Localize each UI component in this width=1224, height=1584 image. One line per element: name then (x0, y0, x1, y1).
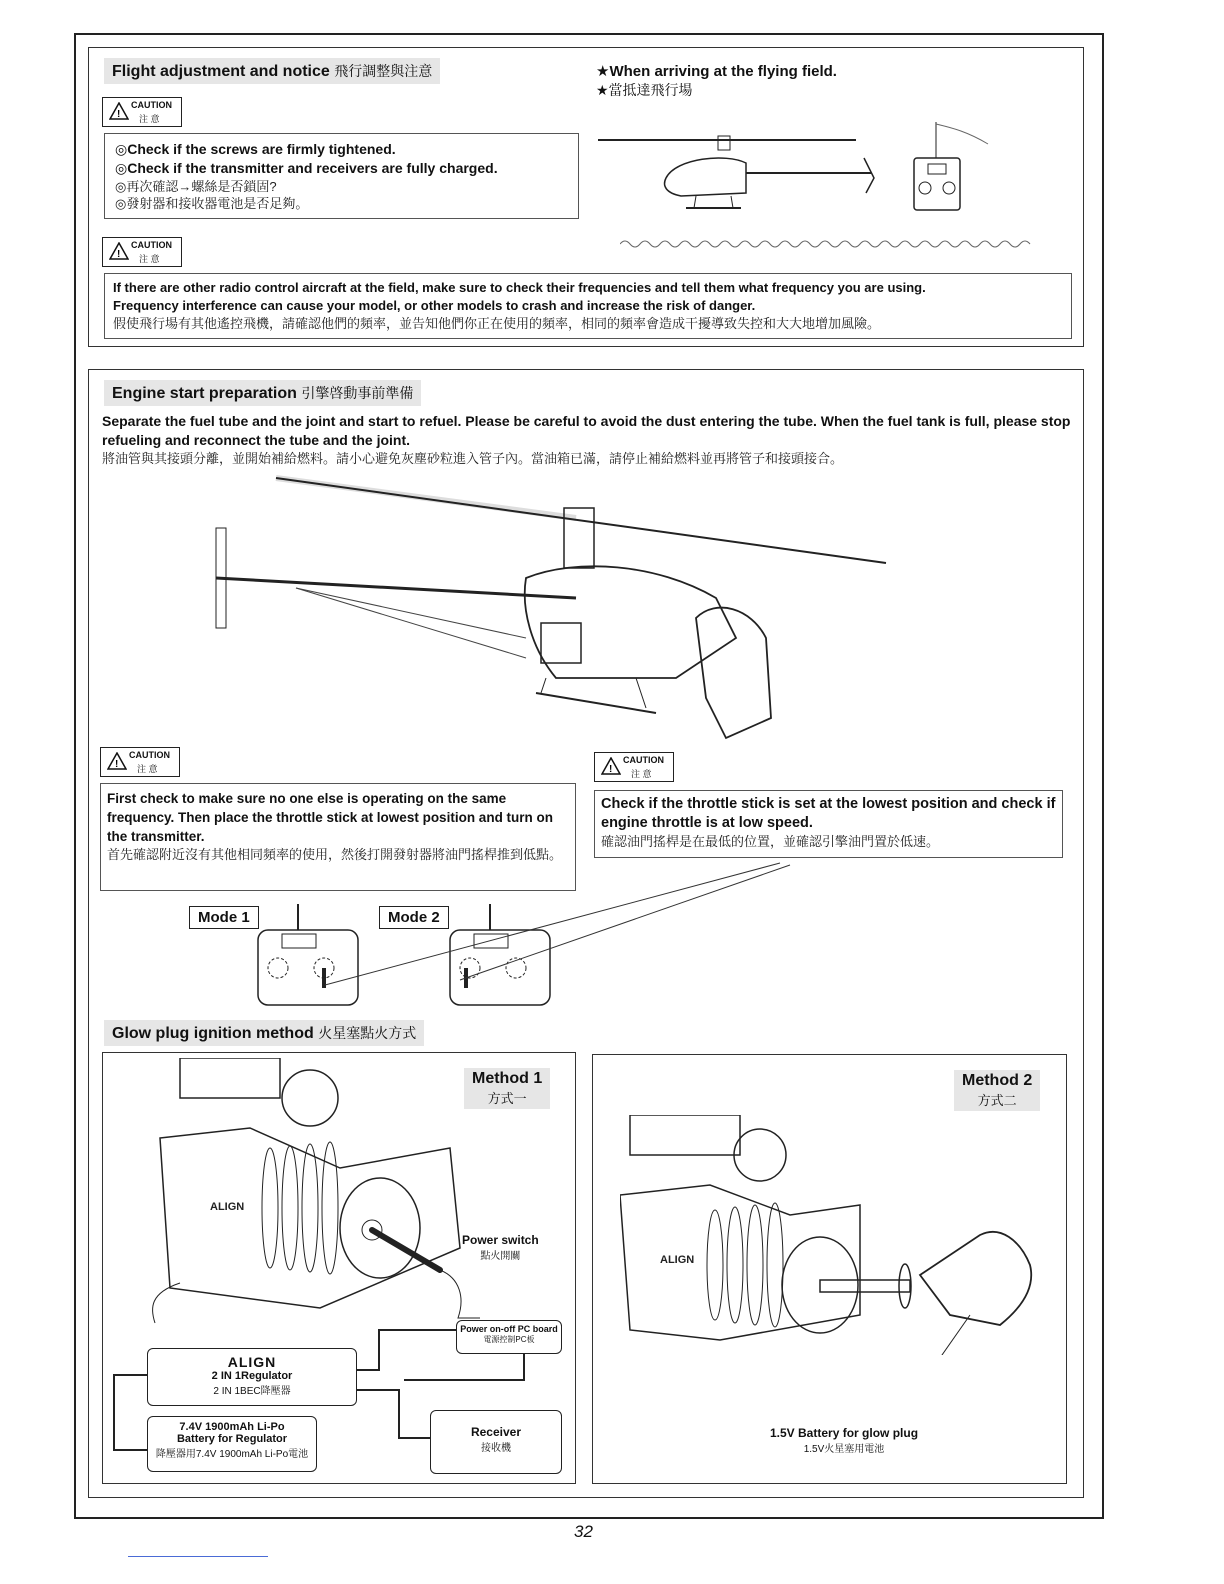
warning-icon (601, 757, 621, 775)
caution-label: CAUTION (129, 750, 170, 760)
method-2-title-zh: 方式二 (977, 1093, 1017, 1108)
svg-text:!: ! (115, 759, 119, 770)
svg-text:!: ! (117, 249, 121, 260)
mode-1-label: Mode 1 (189, 906, 259, 929)
regulator-text-zh: 2 IN 1BEC降壓器 (213, 1386, 291, 1397)
pc-board-text: Power on-off PC board (460, 1324, 558, 1334)
method-2-label (954, 1070, 1040, 1111)
frequency-notice-line1: If there are other radio control aircraft at the field, make sure to check their frequencies and tell them what frequency you are using. (113, 280, 926, 295)
page-number: 32 (574, 1522, 593, 1541)
warning-icon (109, 102, 129, 120)
engine-brand-mark-1: ALIGN (210, 1201, 245, 1213)
battery-line-1: 7.4V 1900mAh Li-Po (179, 1421, 285, 1433)
power-switch-text-zh: 點火開關 (480, 1251, 521, 1262)
heading-text: Glow plug ignition method (112, 1025, 314, 1042)
battery-line-2: Battery for Regulator (176, 1433, 288, 1445)
engine-method-2-illustration (620, 1115, 1050, 1355)
caution-label-zh: 注 意 (139, 254, 160, 264)
caution-label: CAUTION (131, 100, 172, 110)
throttle-check-box (594, 790, 1063, 858)
frequency-check-text: First check to make sure no one else is operating on the same frequency. Then place the throttle stick at lowest position and turn on the transmitter. (107, 791, 554, 844)
align-logo-text: ALIGN (227, 1354, 277, 1370)
heading-zh: 飛行調整與注意 (334, 63, 433, 79)
method-2-title: Method 2 (962, 1072, 1033, 1089)
wiring-diagram-lines (104, 1320, 574, 1480)
helicopter-refuel-illustration (196, 468, 896, 758)
caution-badge-3 (100, 747, 180, 777)
receiver-text: Receiver (470, 1425, 522, 1439)
caution-badge-4 (594, 752, 674, 782)
method-1-title: Method 1 (472, 1070, 543, 1087)
warning-icon (109, 242, 129, 260)
helicopter-small-illustration (596, 118, 896, 218)
caution-badge-1 (102, 97, 182, 127)
caution-label: CAUTION (623, 755, 664, 765)
warning-icon (107, 752, 127, 770)
regulator-text: 2 IN 1Regulator (211, 1370, 293, 1382)
pc-board-text-zh: 電源控制PC板 (483, 1335, 535, 1344)
power-switch-text: Power switch (462, 1233, 539, 1247)
battery-text-zh: 降壓器用7.4V 1900mAh Li-Po電池 (155, 1449, 309, 1460)
check-charged-zh: ◎發射器和接收器電池是否足夠。 (115, 196, 309, 211)
caution-label-zh: 注 意 (139, 114, 160, 124)
bottom-rule (128, 1556, 268, 1557)
caution-label-zh: 注 意 (631, 769, 652, 779)
method-1-title-zh: 方式一 (487, 1091, 527, 1106)
engine-method-1-illustration (140, 1058, 480, 1328)
frequency-notice-box (104, 273, 1072, 339)
flight-adjustment-heading (104, 58, 440, 84)
glow-battery-label (770, 1426, 918, 1455)
throttle-check-text-zh: 確認油門搖桿是在最低的位置，並確認引擎油門置於低速。 (601, 834, 940, 849)
caution-label: CAUTION (131, 240, 172, 250)
engine-brand-mark-2: ALIGN (660, 1254, 695, 1266)
engine-start-intro (102, 412, 1077, 467)
caution-badge-2 (102, 237, 182, 267)
check-list-box (104, 133, 579, 219)
caution-label-zh: 注 意 (137, 764, 158, 774)
glow-battery-text-zh: 1.5V火星塞用電池 (803, 1444, 885, 1455)
svg-text:!: ! (609, 764, 613, 775)
arrival-heading-zh: ★當抵達飛行場 (596, 82, 693, 98)
heading-text: Engine start preparation (112, 385, 297, 402)
frequency-check-text-zh: 首先確認附近沒有其他相同頻率的使用，然後打開發射器將油門搖桿推到低點。 (107, 847, 563, 862)
check-screws: ◎Check if the screws are firmly tightened. (115, 141, 396, 157)
refuel-instructions: Separate the fuel tube and the joint and start to refuel. Please be careful to avoid the dust entering the tube. When the fuel tank is full, please stop refueling and reconnect the tube and the joint. (102, 413, 1071, 448)
heading-zh: 火星塞點火方式 (318, 1025, 417, 1041)
transmitter-small-illustration (908, 118, 998, 218)
svg-text:!: ! (117, 109, 121, 120)
glow-plug-heading (104, 1020, 424, 1046)
frequency-notice-zh: 假使飛行場有其他遙控飛機，請確認他們的頻率，並告知他們你正在使用的頻率，相同的頻率會造成干擾導致失控和大大地增加風險。 (113, 316, 881, 331)
refuel-instructions-zh: 將油管與其接頭分離，並開始補給燃料。請小心避免灰塵砂粒進入管子內。當油箱已滿，請停止補給燃料並再將管子和接頭接合。 (102, 451, 844, 466)
engine-start-heading (104, 380, 421, 406)
heading-zh: 引擎啓動事前準備 (301, 385, 414, 401)
arrival-heading: ★When arriving at the flying field. (596, 63, 837, 80)
glow-battery-text: 1.5V Battery for glow plug (770, 1426, 919, 1440)
check-charged: ◎Check if the transmitter and receivers are fully charged. (115, 160, 498, 176)
frequency-notice-line2: Frequency interference can cause your model, or other models to crash and increase the risk of danger. (113, 298, 756, 313)
grass-divider (620, 236, 1040, 250)
receiver-text-zh: 接收機 (481, 1443, 511, 1454)
heading-text: Flight adjustment and notice (112, 63, 330, 80)
check-screws-zh: ◎再次確認→螺絲是否鎖固? (115, 179, 277, 194)
throttle-pointer-lines (320, 855, 800, 995)
mode-2-label: Mode 2 (379, 906, 449, 929)
throttle-check-text: Check if the throttle stick is set at the lowest position and check if engine throttle is at low speed. (601, 796, 1056, 831)
power-switch-label (462, 1233, 539, 1262)
